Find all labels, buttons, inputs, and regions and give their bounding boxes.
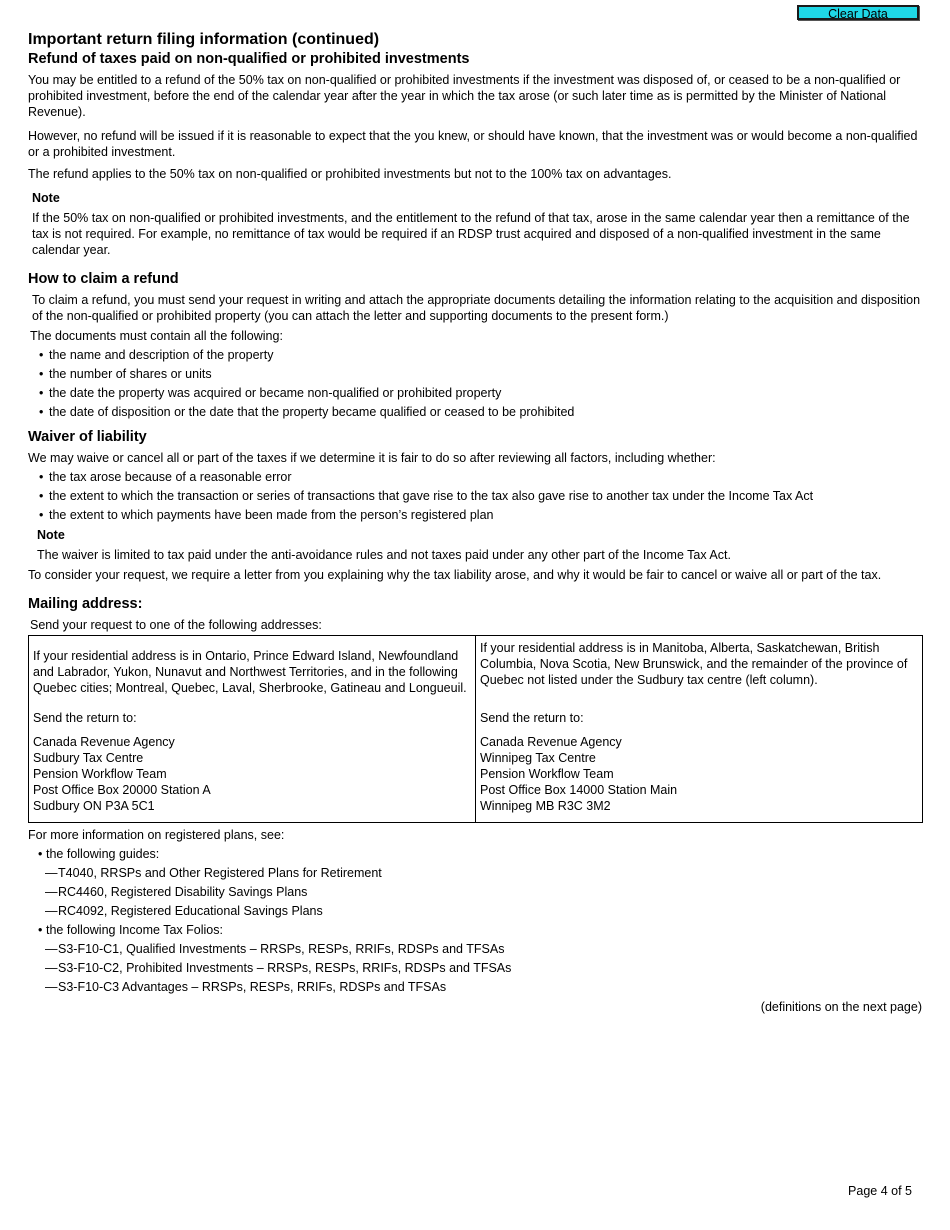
address-line: Pension Workflow Team — [33, 767, 167, 781]
list-item: • the date of disposition or the date that the property became qualified or ceased to be prohibited — [28, 404, 922, 420]
address-line: Canada Revenue Agency — [33, 735, 175, 749]
address-line: Canada Revenue Agency — [480, 735, 622, 749]
mailing-heading: Mailing address: — [28, 596, 143, 612]
address-line: Pension Workflow Team — [480, 767, 614, 781]
guide-item: — RC4460, Registered Disability Savings Plans — [28, 884, 922, 900]
refund-heading: Refund of taxes paid on non-qualified or prohibited investments — [28, 51, 470, 67]
mailing-intro: Send your request to one of the following addresses: — [30, 618, 322, 632]
address-line: Winnipeg MB R3C 3M2 — [480, 799, 611, 813]
list-item: • the extent to which payments have been made from the person’s registered plan — [28, 507, 922, 523]
more-info-list — [28, 846, 922, 862]
winnipeg-send-to: Send the return to: — [480, 711, 584, 725]
list-item: • the tax arose because of a reasonable error — [28, 469, 922, 485]
address-line: Post Office Box 14000 Station Main — [480, 783, 678, 797]
mailing-address-table — [28, 635, 923, 823]
folio-item: — S3-F10-C2, Prohibited Investments – RRSPs, RESPs, RRIFs, RDSPs and TFSAs — [28, 960, 922, 976]
next-page-note: (definitions on the next page) — [760, 1000, 922, 1014]
sudbury-condition: If your residential address is in Ontario, Prince Edward Island, Newfoundland and Labrador, Yukon, Nunavut and Northwest Territories, and in the following Quebec cities; Montreal, Quebec, Laval, Sherbrooke, Gatineau and Longueuil. — [33, 649, 467, 695]
more-info-intro: For more information on registered plans, see: — [28, 828, 285, 842]
guides-label: • the following guides: — [28, 846, 922, 862]
address-line: Sudbury Tax Centre — [33, 751, 144, 765]
page-number: Page 4 of 5 — [848, 1184, 912, 1198]
folio-item: — S3-F10-C1, Qualified Investments – RRSPs, RESPs, RRIFs, RDSPs and TFSAs — [28, 941, 922, 957]
folios-label-list — [28, 922, 922, 938]
waiver-factor-list — [28, 469, 922, 523]
refund-note-label: Note — [32, 191, 60, 205]
address-line: Post Office Box 20000 Station A — [33, 783, 211, 797]
page-title: Important return filing information (continued) — [28, 31, 380, 48]
sudbury-address-cell — [29, 636, 476, 823]
claim-heading: How to claim a refund — [28, 271, 179, 287]
winnipeg-address-cell — [476, 636, 923, 823]
refund-note-text: If the 50% tax on non-qualified or prohibited investments, and the entitlement to the refund of that tax, arose in the same calendar year then a remittance of the tax is not required. For example, no remittance of tax would be required if an RDSP trust acquired and disposed of a non-qualified investment in the same calendar year. — [32, 211, 910, 257]
claim-paragraph-1: To claim a refund, you must send your request in writing and attach the appropriate documents detailing the information relating to the acquisition and disposition of the non-qualified or prohibited property (you can attach the letter and supporting documents to the present form.) — [32, 293, 921, 323]
list-item: • the number of shares or units — [28, 366, 922, 382]
folio-item: — S3-F10-C3 Advantages – RRSPs, RESPs, RRIFs, RDSPs and TFSAs — [28, 979, 922, 995]
waiver-heading: Waiver of liability — [28, 429, 147, 445]
claim-paragraph-2: The documents must contain all the following: — [30, 329, 283, 343]
refund-paragraph-2: However, no refund will be issued if it is reasonable to expect that the you knew, or should have known, that the investment was or would become a non-qualified or a prohibited investment. — [28, 129, 918, 159]
guides-list — [28, 865, 922, 919]
guide-item: — T4040, RRSPs and Other Registered Plans for Retirement — [28, 865, 922, 881]
folios-label: • the following Income Tax Folios: — [28, 922, 922, 938]
page-content — [28, 30, 922, 1015]
clear-data-button[interactable]: Clear Data — [797, 5, 919, 20]
waiver-note-text: The waiver is limited to tax paid under the anti-avoidance rules and not taxes paid under any other part of the Income Tax Act. — [37, 548, 731, 562]
waiver-note-label: Note — [37, 528, 65, 542]
list-item: • the name and description of the property — [28, 347, 922, 363]
refund-paragraph-1: You may be entitled to a refund of the 50% tax on non-qualified or prohibited investments if the investment was disposed of, or ceased to be a non-qualified or prohibited investment, before the end of the calendar year after the year in which the tax arose (or such later time as is permitted by the Minister of National Revenue). — [28, 73, 901, 119]
waiver-paragraph-2: To consider your request, we require a letter from you explaining why the tax liability arose, and why it would be fair to cancel or waive all or part of the tax. — [28, 568, 882, 582]
refund-paragraph-3: The refund applies to the 50% tax on non-qualified or prohibited investments but not to the 100% tax on advantages. — [28, 167, 672, 181]
address-line: Sudbury ON P3A 5C1 — [33, 799, 155, 813]
waiver-paragraph-1: We may waive or cancel all or part of the taxes if we determine it is fair to do so after reviewing all factors, including whether: — [28, 451, 716, 465]
list-item: • the date the property was acquired or became non-qualified or prohibited property — [28, 385, 922, 401]
address-line: Winnipeg Tax Centre — [480, 751, 596, 765]
guide-item: — RC4092, Registered Educational Savings Plans — [28, 903, 922, 919]
list-item: • the extent to which the transaction or series of transactions that gave rise to the tax also gave rise to another tax under the Income Tax Act — [28, 488, 922, 504]
winnipeg-condition: If your residential address is in Manitoba, Alberta, Saskatchewan, British Columbia, Nova Scotia, New Brunswick, and the remainder of the province of Quebec not listed under the Sudbury tax centre (left column). — [480, 641, 908, 687]
sudbury-send-to: Send the return to: — [33, 711, 137, 725]
claim-document-list — [28, 347, 922, 420]
folios-list — [28, 941, 922, 995]
